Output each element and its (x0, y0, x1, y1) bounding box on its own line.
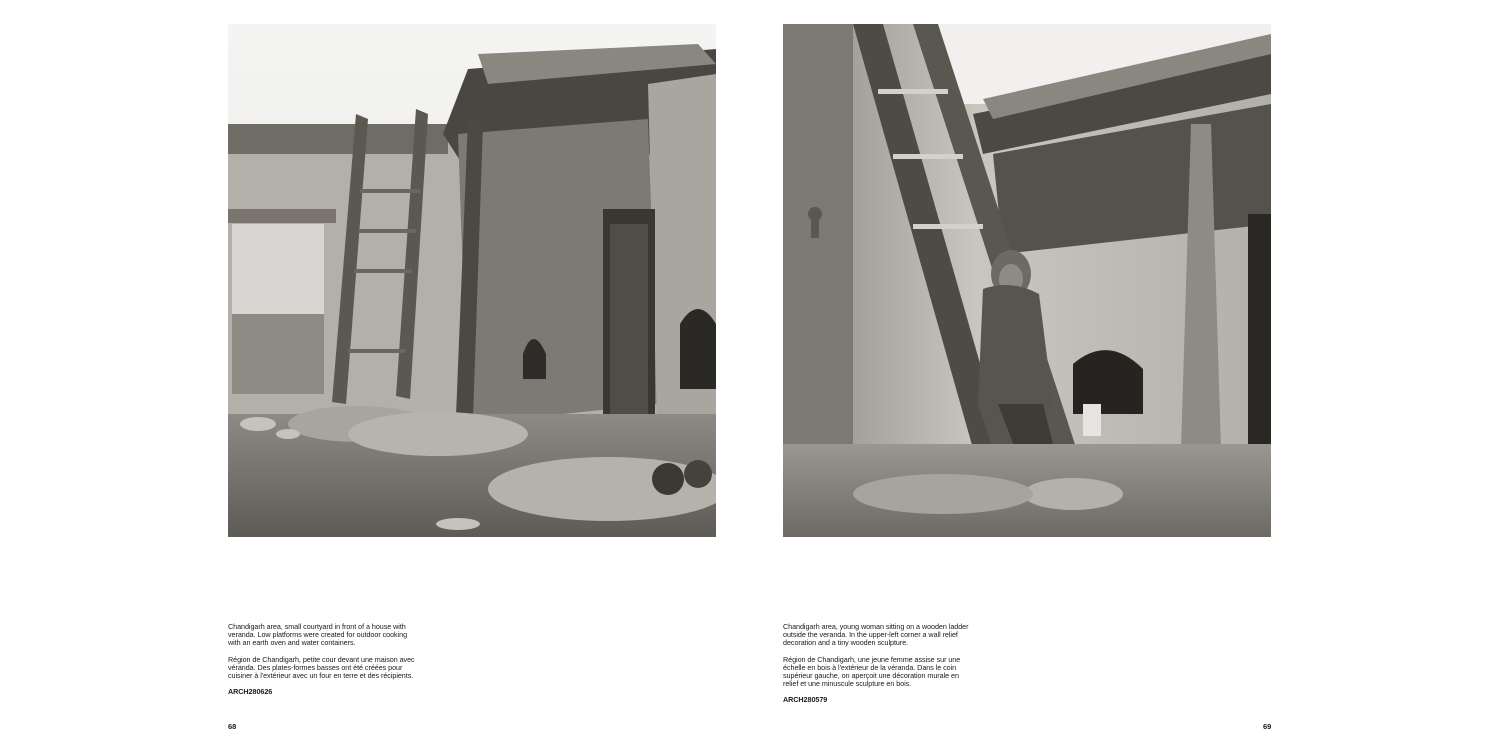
caption-english: Chandigarh area, young woman sitting on a wooden ladder outside the veranda. In the upper-left corner a wall relief decoration and a tiny wooden sculpture. (783, 622, 969, 648)
right-page (750, 0, 1500, 750)
page-number: 69 (1263, 722, 1272, 731)
caption-english: Chandigarh area, small courtyard in front of a house with veranda. Low platforms were created for outdoor cooking with an earth oven and water containers. (228, 622, 408, 648)
left-caption (228, 623, 418, 704)
archive-reference: ARCH280626 (228, 687, 273, 697)
right-caption (783, 623, 973, 713)
courtyard-photo-image (228, 24, 716, 537)
woman-on-ladder-photo (783, 24, 1271, 537)
courtyard-photo (228, 24, 716, 537)
woman-on-ladder-photo-image (783, 24, 1271, 537)
archive-reference: ARCH280579 (783, 695, 828, 705)
page-number: 68 (228, 722, 237, 731)
caption-french: Région de Chandigarh, une jeune femme assise sur une échelle en bois à l'extérieur de la véranda. Dans le coin supérieur gauche, on aperçoit une décoration murale en relief et une minuscule sculpture en bois. (783, 654, 961, 689)
caption-french: Région de Chandigarh, petite cour devant une maison avec véranda. Des plates-formes basses ont été créées pour cuisiner à l'extérieur avec un four en terre et des récipients. (228, 654, 415, 681)
